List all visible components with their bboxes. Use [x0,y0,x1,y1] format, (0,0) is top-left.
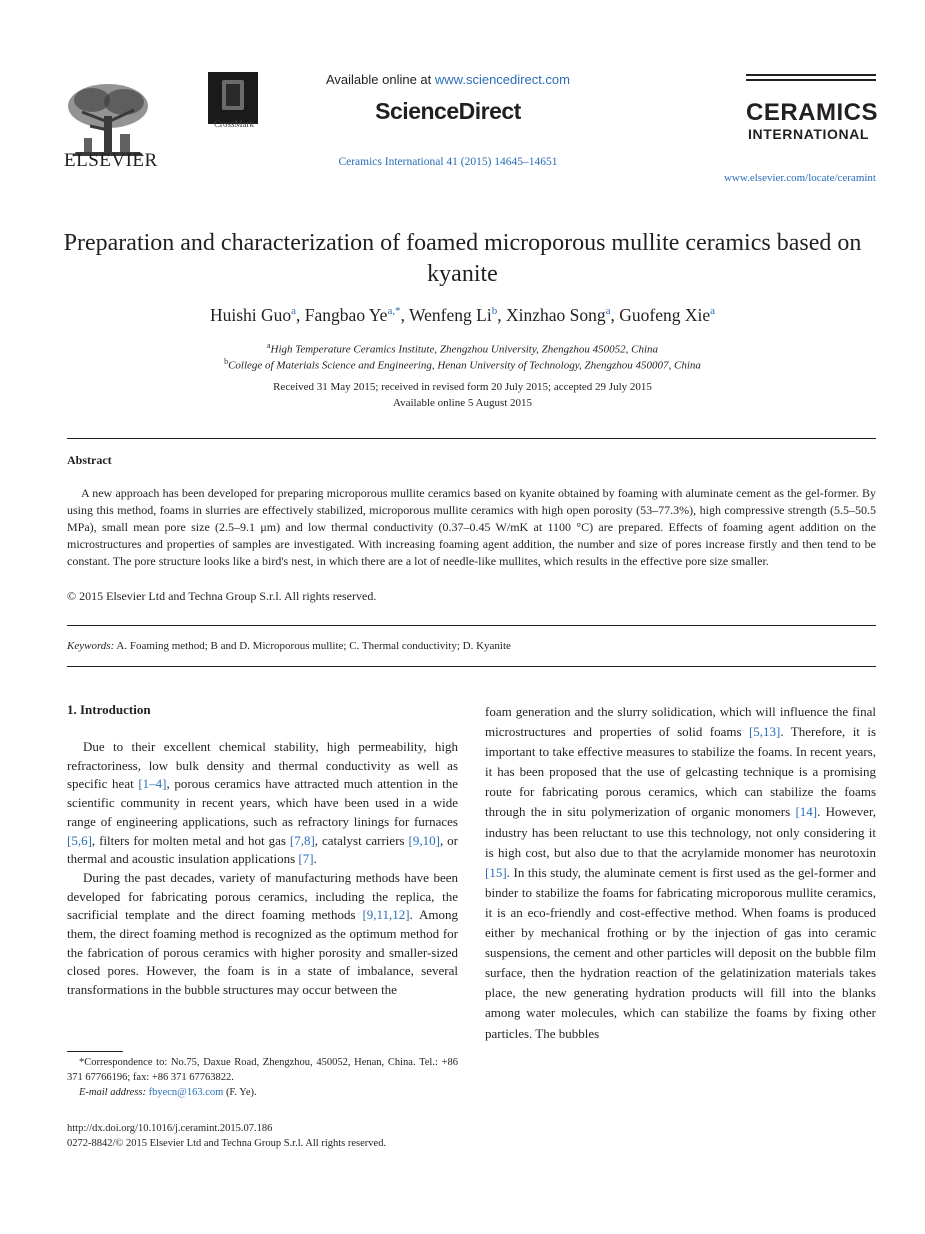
available-online [298,72,598,87]
footnote [67,1055,458,1100]
citation-link[interactable]: [9,11,12] [362,907,410,923]
issn-copyright: 0272-8842/© 2015 Elsevier Ltd and Techna Group S.r.l. All rights reserved. [67,1138,387,1149]
abstract-text [67,485,876,570]
correspondence-text: Correspondence to: No.75, Daxue Road, Zhengzhou, 450052, Henan, China. Tel.: +86 371 67766196; fax: +86 371 67763822. [67,1057,458,1083]
author-affiliation-mark[interactable]: a [605,305,611,318]
affiliation-text: High Temperature Ceramics Institute, Zhengzhou University, Zhengzhou 450052, China [270,343,659,356]
body-text: . Therefore, it is important to take effective measures to stabilize the foams. In recent years, it has been proposed that the use of gelcasting technique is a promising route for fabricating porous ceramics, which can stabilize the foams through the in situ polymerization of organic monomers [485,724,876,820]
publisher-name: ELSEVIER [64,150,158,171]
body-text: . In this study, the aluminate cement is first used as the gel-former and binder to stabilize the foams for fabricating microporous mullite ceramics, it is an eco-friendly and cost-effective method. When foams is produced either by mechanical frothing or by the injection of gas into ceramic suspensions, the cement and other particles will deposit on the bubble film surface, then the hydration reaction of the gelatinization materials takes place, the new generating hydration products will fill into the blanks among water molecules, which can stabilize the foams by fixing other particles. The bubbles [485,864,876,1041]
citation-link[interactable]: [15] [485,864,507,880]
divider [67,438,876,439]
email-label: E-mail address: [79,1087,146,1098]
doi-link[interactable]: http://dx.doi.org/10.1016/j.ceramint.2015.07.186 [67,1123,273,1134]
correspondence-note [67,1055,458,1085]
keywords [67,640,511,652]
sciencedirect-link[interactable]: www.sciencedirect.com [434,72,570,87]
author-affiliation-mark[interactable]: a [291,305,297,318]
citation-link[interactable]: [7] [298,851,314,867]
journal-title: CERAMICS [746,99,879,126]
author-affiliation-mark[interactable]: b [491,305,498,318]
intro-paragraph-1 [67,738,458,869]
article-title: Preparation and characterization of foamed microporous mullite ceramics based on kyanite [63,230,862,287]
abstract-heading: Abstract [67,453,112,467]
received-dates: Received 31 May 2015; received in revised form 20 July 2015; accepted 29 July 2015 [273,381,652,393]
intro-paragraph-2 [67,869,458,1000]
body-text: , filters for molten metal and hot gas [91,832,290,848]
doi-block [67,1121,386,1151]
available-prefix: Available online at [325,72,435,87]
left-column [67,738,458,1000]
author-affiliation-mark[interactable]: a [710,305,716,318]
keywords-label: Keywords: [67,640,115,652]
body-text: foam generation and the slurry solidication, which will influence the final microstructures and properties of solid foams [485,704,876,740]
body-text: , catalyst carriers [314,832,409,848]
author-name: Fangbao Ye [304,305,388,325]
intro-paragraph-3 [485,702,876,1044]
citation-link[interactable]: [9,10] [408,832,440,848]
divider [67,625,876,626]
journal-logo-rules [746,74,876,84]
author-affiliation-mark[interactable]: a,* [387,305,401,318]
body-text: Due to their excellent chemical stability, high permeability, high refractoriness, low bulk density and thermal conductivity as well as specific heat [67,739,458,792]
body-text: During the past decades, variety of manufacturing methods have been developed for fabricating porous ceramics, including the replica, the sacrificial template and the direct foaming methods [67,869,458,923]
crossmark-label: CrossMark [214,119,254,129]
right-column [485,702,876,1044]
section-heading: 1. Introduction [67,702,151,717]
author-name: Wenfeng Li [409,305,492,325]
body-text: . However, industry has been reluctant to use this technology, not only considering it is high cost, but also due to that the acrylamide monomer has neurotoxin [485,804,877,860]
email-note [67,1085,458,1100]
sciencedirect-wordmark: ScienceDirect [375,98,521,124]
email-link[interactable]: fbyecn@163.com [148,1087,224,1098]
journal-homepage-link[interactable]: www.elsevier.com/locate/ceramint [723,172,876,184]
asterisk-mark: * [79,1057,85,1068]
affiliation-mark: b [224,357,229,366]
citation-link[interactable]: [1–4] [138,776,167,792]
citation-link[interactable]: [7,8] [289,832,315,848]
divider [67,666,876,667]
body-text: . [313,851,317,867]
author-name: Guofeng Xie [619,305,711,325]
abstract-paragraph: A new approach has been developed for preparing microporous mullite ceramics based on kyanite obtained by foaming with aluminate cement as the gel-former. By using this method, foams in slurries are effectively stabilized, microporous mullite ceramics with high open porosity (53–77.3%), high compressive strength (5.5–50.5 MPa), small mean pore size (2.5–9.1 μm) and low thermal conductivity (0.37–0.45 W/mK at 1100 °C) are prepared. Effects of foaming agent addition on the microstructures and properties of samples are investigated. With increasing foaming agent addition, the number and size of pores increase firstly and then tend to be constant. The pore structure looks like a bird's nest, in which there are a lot of needle-like mullites, which results in the effective pore size smaller. [67,486,876,568]
author-list: Huishi Guo$^a$, Fangbao $Ye^{a,*}$, Wenfeng Li$^b$, Xinzhao Song$^a$, Guofeng Xie$^a$ [209,305,716,325]
available-online-date: Available online 5 August 2015 [392,397,533,409]
affiliation-b [60,357,865,372]
email-suffix: (F. Ye). [223,1087,257,1098]
footnote-rule [67,1051,123,1052]
author-name: Huishi Guo [209,305,292,325]
abstract-copyright: © 2015 Elsevier Ltd and Techna Group S.r.l. All rights reserved. [67,589,377,603]
affiliation-text: College of Materials Science and Engineering, Henan University of Technology, Zhengzhou 450007, China [228,359,701,372]
body-text: . Among them, the direct foaming method is recognized as the optimum method for the fabrication of porous ceramics with higher porosity and smaller-sized closed pores. However, the foam is in a state of imbalance, several transformations in the bubble structures may occur between the [67,907,458,998]
citation-link[interactable]: [5,6] [67,832,92,848]
body-text: , or thermal and acoustic insulation applications [67,832,458,867]
journal-reference-link[interactable]: Ceramics International 41 (2015) 14645–14651 [338,156,558,168]
affiliation-mark: a [266,341,271,350]
citation-link[interactable]: [14] [795,804,818,820]
body-text: , porous ceramics have attracted much attention in the scientific community in recent years, which have been used in a wide range of engineering applications, such as refractory linings for furnaces [67,776,458,829]
crossmark-icon[interactable] [208,72,258,124]
keywords-text: A. Foaming method; B and D. Microporous mullite; C. Thermal conductivity; D. Kyanite [114,640,511,652]
citation-link[interactable]: [5,13] [748,724,781,740]
journal-subtitle: INTERNATIONAL [748,126,870,142]
author-name: Xinzhao Song [505,305,606,325]
affiliation-a [60,341,865,356]
